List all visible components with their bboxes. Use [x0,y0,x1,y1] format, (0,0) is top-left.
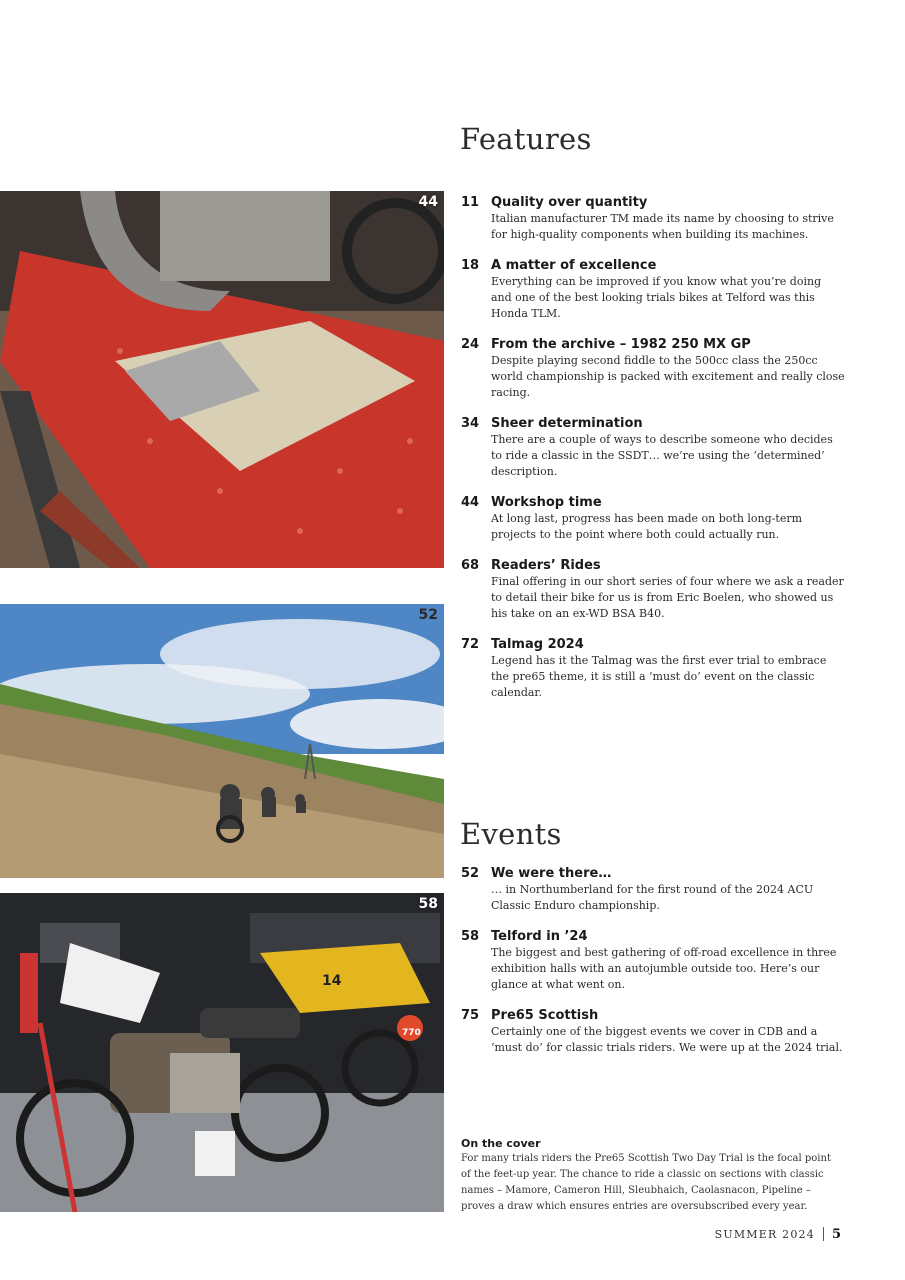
cover-caption [461,1136,841,1215]
issue-label: SUMMER 2024 [714,1228,815,1241]
feature-entry[interactable] [460,257,845,322]
feature-page-number: 11 [461,195,480,210]
folio-divider [823,1227,824,1241]
feature-entry[interactable] [460,415,845,480]
feature-entry[interactable] [460,557,845,622]
feature-title: Sheer determination [491,416,643,431]
feature-page-number: 24 [461,337,480,352]
feature-description: Final offering in our short series of four where we ask a reader to detail their bike for us is from Eric Boelen, who showed us his take on an ex-WD BSA B40. [491,575,844,620]
event-entry[interactable] [460,865,845,914]
event-page-number: 58 [461,929,480,944]
bike-number-14: 14 [322,973,342,989]
feature-entry[interactable] [460,336,845,401]
enduro-page-tag: 52 [418,607,438,623]
feature-title: A matter of excellence [491,258,657,273]
feature-title: Talmag 2024 [491,637,584,652]
event-page-number: 75 [461,1008,480,1023]
event-title: We were there… [491,866,612,881]
event-description: Certainly one of the biggest events we cover in CDB and a ‘must do’ for classic trials riders. We were up at the 2024 trial. [491,1025,843,1054]
cover-heading: On the cover [461,1137,541,1150]
event-description: The biggest and best gathering of off-road excellence in three exhibition halls with an autojumble outside too. Here’s our glance at what went on. [491,946,837,991]
feature-description: Italian manufacturer TM made its name by choosing to strive for high-quality components when building its machines. [491,212,834,241]
feature-page-number: 72 [461,637,480,652]
feature-title: From the archive – 1982 250 MX GP [491,337,751,352]
feature-description: Everything can be improved if you know what you’re doing and one of the best looking trials bikes at Telford was this Honda TLM. [491,275,822,320]
event-page-number: 52 [461,866,480,881]
event-description: … in Northumberland for the first round of the 2024 ACU Classic Enduro championship. [491,883,814,912]
feature-entry[interactable] [460,494,845,543]
feature-entry[interactable] [460,636,845,701]
event-title: Pre65 Scottish [491,1008,599,1023]
workshop-photo [0,191,444,568]
features-heading: Features [460,122,592,156]
telford-page-tag: 58 [418,896,438,912]
workshop-page-tag: 44 [418,194,438,210]
telford-show-photo [0,893,444,1212]
feature-page-number: 44 [461,495,480,510]
event-title: Telford in ’24 [491,929,588,944]
features-list [460,193,845,701]
event-entry[interactable] [460,1007,845,1056]
bike-number-770: 770 [402,1028,421,1038]
cover-description: For many trials riders the Pre65 Scottish Two Day Trial is the focal point of the feet-up year. The chance to ride a classic on sections with classic names – Mamore, Cameron Hill, Sleubhaich, Caolasnacon, Pipeline – proves a draw which ensures entries are oversubscribed every year. [461,1153,831,1212]
feature-title: Readers’ Rides [491,558,601,573]
enduro-photo [0,604,444,878]
feature-description: At long last, progress has been made on both long-term projects to the point where both could actually run. [491,512,803,541]
feature-entry[interactable] [460,194,845,243]
feature-description: There are a couple of ways to describe someone who decides to ride a classic in the SSDT… we’re using the ‘determined’ description. [491,433,833,478]
feature-description: Legend has it the Talmag was the first ever trial to embrace the pre65 theme, it is still a ‘must do’ event on the classic calendar. [491,654,827,699]
page-folio [715,1227,841,1242]
feature-page-number: 18 [461,258,480,273]
events-heading: Events [460,817,562,851]
feature-page-number: 68 [461,558,480,573]
event-entry[interactable] [460,928,845,993]
feature-description: Despite playing second fiddle to the 500cc class the 250cc world championship is packed with excitement and really close racing. [491,354,845,399]
feature-title: Quality over quantity [491,195,648,210]
events-list [460,864,845,1056]
feature-page-number: 34 [461,416,480,431]
page-number: 5 [831,1227,841,1242]
feature-title: Workshop time [491,495,602,510]
